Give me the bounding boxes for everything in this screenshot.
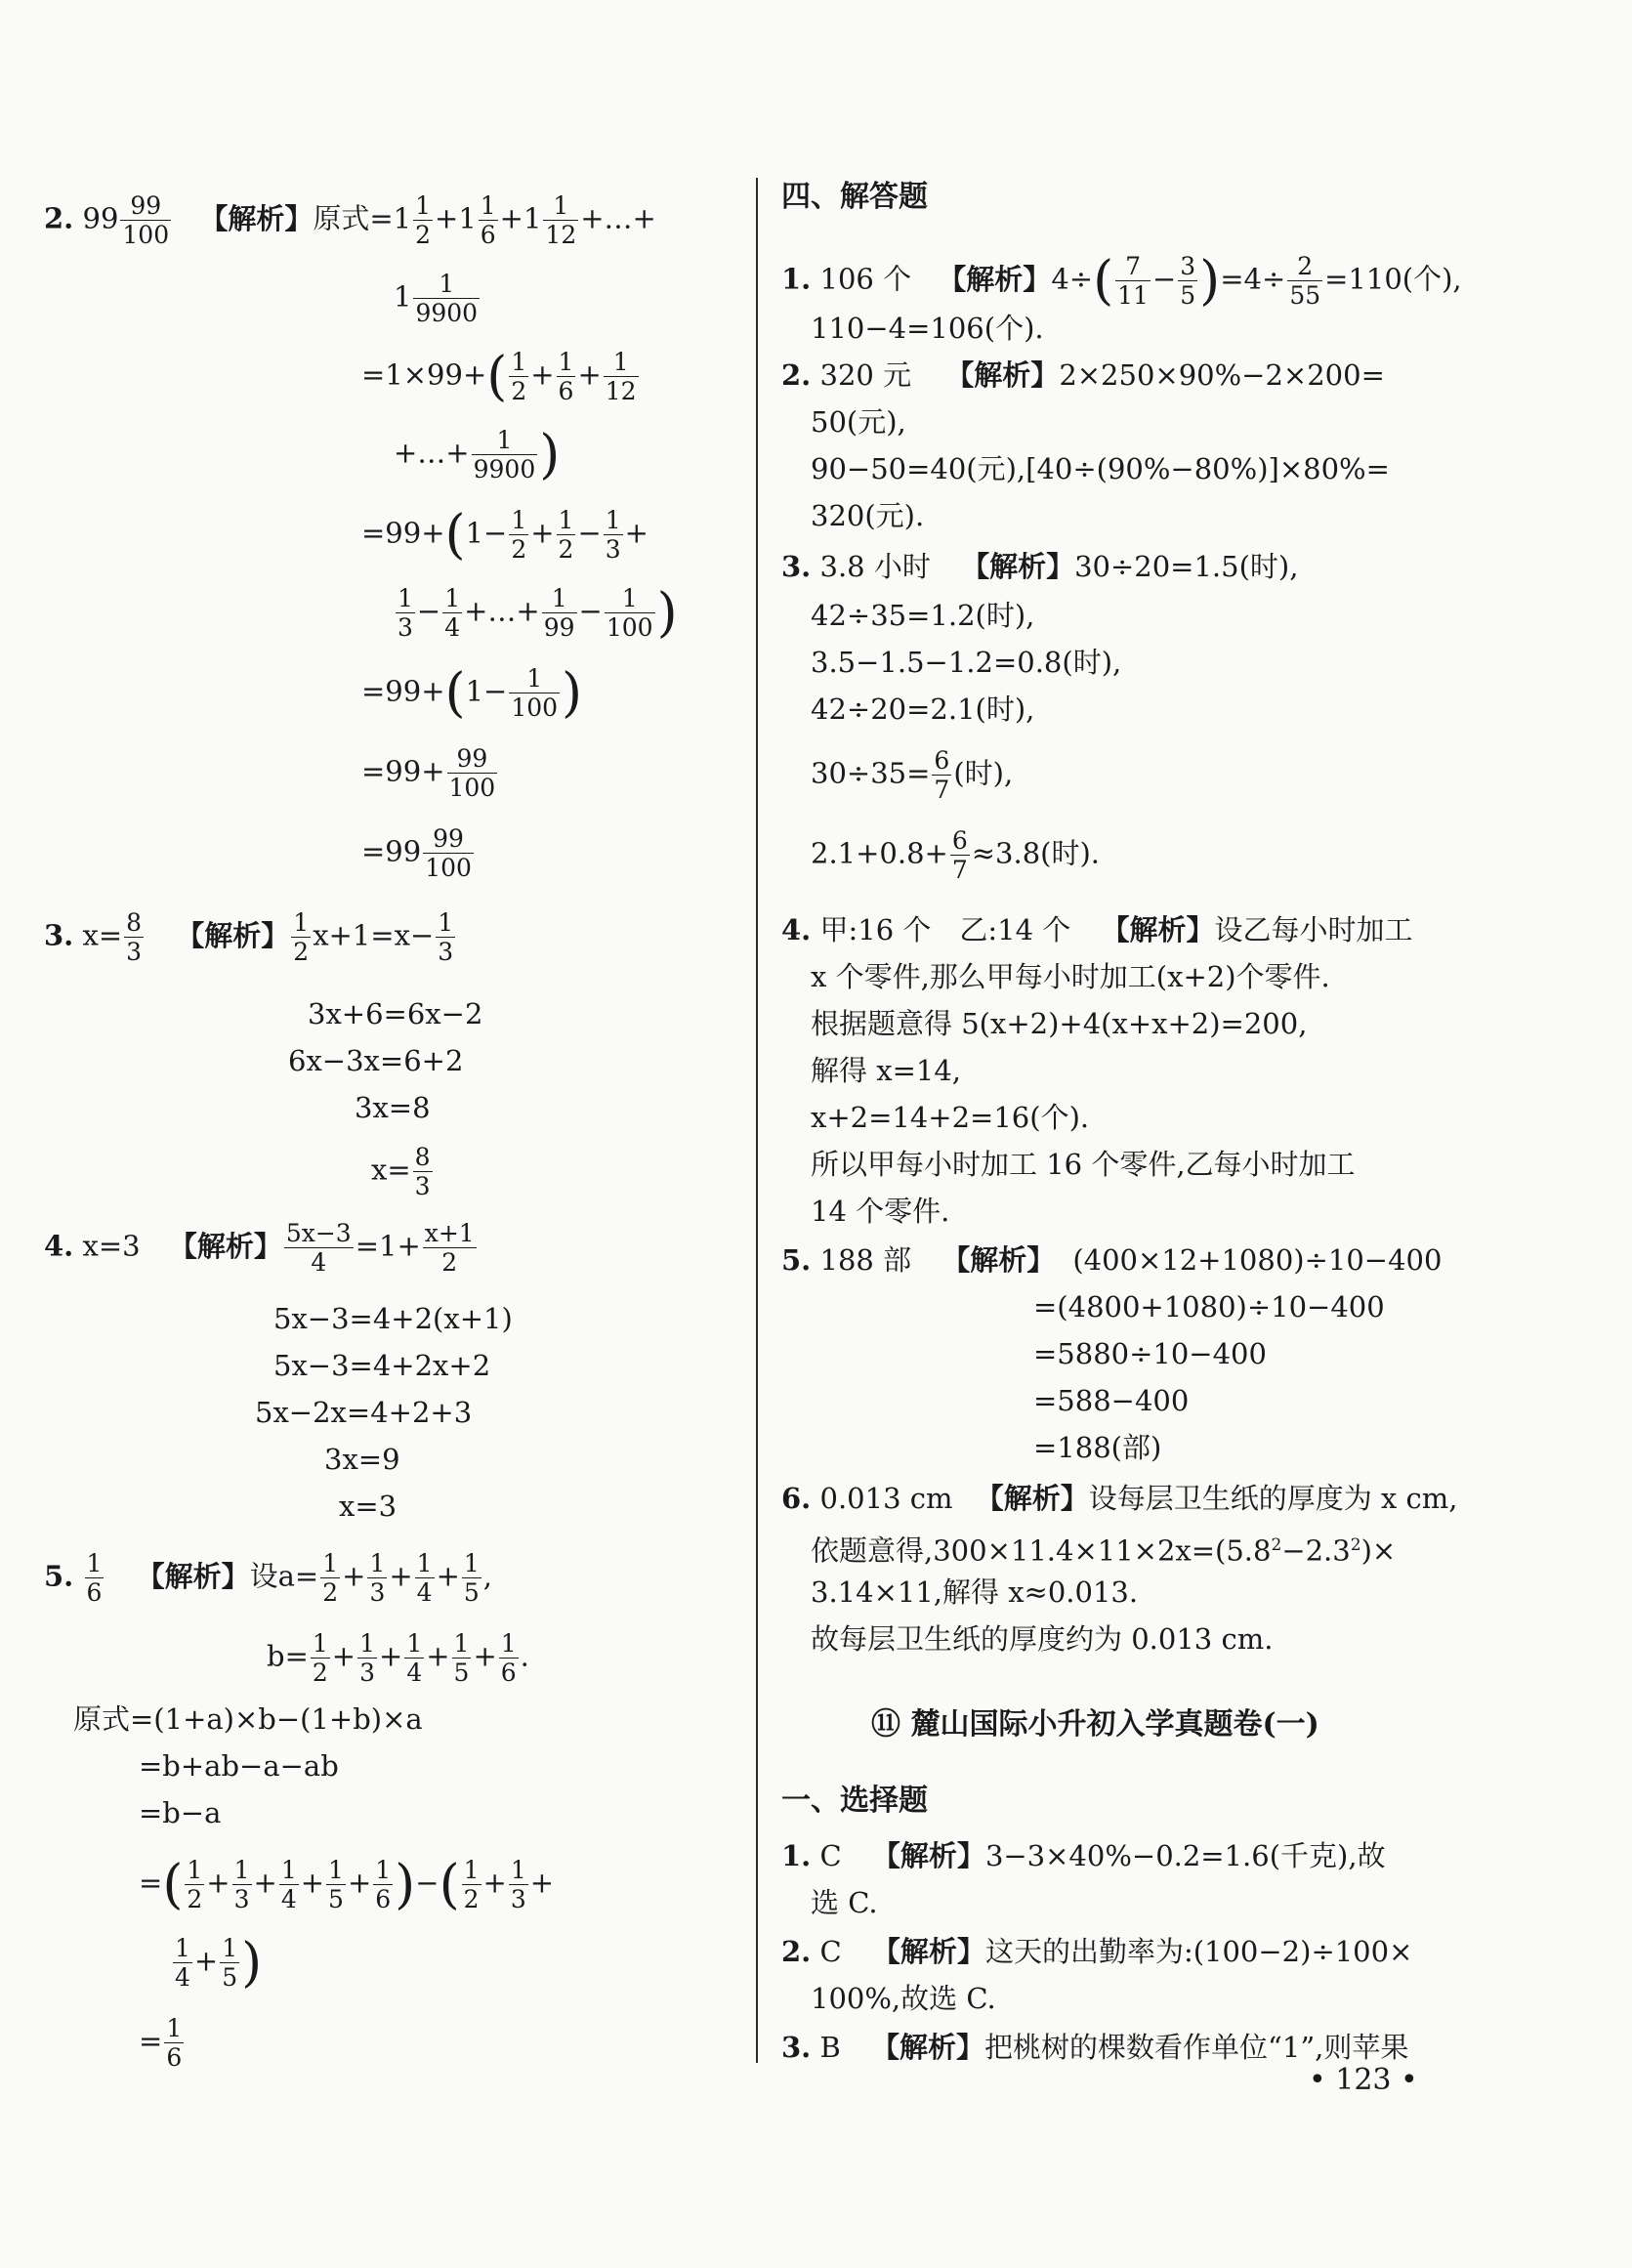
q5-line-8: = $\frac{1}{6}$: [139, 2014, 183, 2072]
r-q4-line-2: x 个零件,那么甲每小时加工(x+2)个零件.: [811, 960, 1330, 993]
section-heading-choice: 一、选择题: [781, 1784, 928, 1818]
r-q2-line-2: 50(元),: [811, 405, 906, 439]
r-q3-line-2: 42÷35=1.2(时),: [811, 599, 1035, 632]
q5-line-1: 5. $\frac{1}{6}$ 【解析】设a= $\frac{1}{2}$ + $\frac{1}{3}$ + $\frac{1}{4}$ + $\frac{1}{5}$ ,: [44, 1549, 493, 1607]
q4-line-1: 4. x=3 【解析】 $\frac{5x-3}{4}$ =1+ $\frac{x+1}{2}$: [44, 1219, 475, 1277]
exam-title: ⑪ 麓山国际小升初入学真题卷(一): [871, 1707, 1319, 1742]
q4-line-2: 5x−3=4+2(x+1): [273, 1302, 513, 1335]
q2-line-4: +…+ $\frac{1}{9900}$ ): [394, 423, 561, 485]
r-c2-line-2: 100%,故选 C.: [811, 1982, 996, 2015]
r-q5-line-4: =588−400: [1033, 1384, 1190, 1417]
r-c3-line-1: 3. B 【解析】把桃树的棵数看作单位“1”,则苹果: [781, 2031, 1409, 2064]
r-q3-line-4: 42÷20=2.1(时),: [811, 693, 1035, 726]
r-c2-line-1: 2. C 【解析】这天的出勤率为:(100−2)÷100×: [781, 1935, 1413, 1968]
r-q3-line-6: 2.1+0.8+ $\frac{6}{7}$ ≈3.8(时).: [811, 826, 1101, 884]
r-q3-line-3: 3.5−1.5−1.2=0.8(时),: [811, 646, 1122, 679]
q2-line-5: =99+(1− $\frac{1}{2}$ + $\frac{1}{2}$ − $\frac{1}{3}$ +: [361, 503, 649, 566]
q5-line-4: =b+ab−a−ab: [139, 1749, 339, 1783]
q2-line-1: 2. 99 $\frac{99}{100}$ 【解析】原式=1 $\frac{1}{2}$ +1 $\frac{1}{6}$ +1 $\frac{1}{12}$ +…+: [44, 191, 656, 249]
q4-line-6: x=3: [339, 1490, 398, 1523]
r-q1-line-1: 1. 106 个 【解析】4÷( $\frac{7}{11}$ − $\frac{3}{5}$ )=4÷ $\frac{2}{55}$ =110(个),: [781, 249, 1462, 312]
r-q6-line-4: 故每层卫生纸的厚度约为 0.013 cm.: [811, 1622, 1274, 1656]
r-q4-line-5: x+2=14+2=16(个).: [811, 1101, 1090, 1134]
q4-line-4: 5x−2x=4+2+3: [255, 1396, 473, 1429]
page-number: • 123 •: [1309, 2063, 1418, 2097]
q3-line-4: 3x=8: [355, 1091, 431, 1124]
section-heading-answers: 四、解答题: [781, 180, 928, 214]
q5-line-7: $\frac{1}{4}$ + $\frac{1}{5}$ ): [175, 1931, 263, 1994]
q5-line-3: 原式=(1+a)×b−(1+b)×a: [73, 1702, 423, 1736]
r-q3-line-5: 30÷35= $\frac{6}{7}$ (时),: [811, 746, 1014, 804]
q2-line-8: =99+ $\frac{99}{100}$: [361, 744, 496, 802]
r-q5-line-5: =188(部): [1033, 1431, 1162, 1464]
r-q4-line-7: 14 个零件.: [811, 1195, 950, 1228]
q3-line-3: 6x−3x=6+2: [288, 1044, 464, 1077]
q2-line-7: =99+(1− $\frac{1}{100}$ ): [361, 661, 583, 724]
r-q6-line-3: 3.14×11,解得 x≈0.013.: [811, 1575, 1139, 1609]
r-q4-line-6: 所以甲每小时加工 16 个零件,乙每小时加工: [811, 1148, 1356, 1181]
q4-line-5: 3x=9: [324, 1443, 400, 1476]
r-c1-line-2: 选 C.: [811, 1886, 878, 1919]
q2-line-9: =99 $\frac{99}{100}$: [361, 824, 472, 882]
r-q6-line-1: 6. 0.013 cm 【解析】设每层卫生纸的厚度为 x cm,: [781, 1482, 1458, 1515]
q5-line-2: b= $\frac{1}{2}$ + $\frac{1}{3}$ + $\frac{1}{4}$ + $\frac{1}{5}$ + $\frac{1}{6}$ .: [267, 1629, 529, 1687]
r-q5-line-2: =(4800+1080)÷10−400: [1033, 1290, 1385, 1323]
r-q2-line-4: 320(元).: [811, 499, 925, 532]
r-q4-line-3: 根据题意得 5(x+2)+4(x+x+2)=200,: [811, 1007, 1308, 1040]
r-q6-line-2: 依题意得$,300\times 11.4\times 11\times 2x=(5.8^2-2.3^2)\times$: [811, 1533, 1397, 1568]
q2-line-6: $\frac{1}{3}$ − $\frac{1}{4}$ +…+ $\frac{1}{99}$ − $\frac{1}{100}$ ): [398, 581, 678, 644]
q4-line-3: 5x−3=4+2x+2: [273, 1349, 491, 1382]
q2-answer-fraction: $\frac{99}{100}$: [122, 191, 170, 249]
r-q1-line-2: 110−4=106(个).: [811, 312, 1044, 345]
q3-line-5: x= $\frac{8}{3}$: [371, 1143, 431, 1200]
q3-line-2: 3x+6=6x−2: [308, 997, 483, 1030]
r-q2-line-1: 2. 320 元 【解析】2×250×90%−2×200=: [781, 358, 1385, 392]
r-c1-line-1: 1. C 【解析】3−3×40%−0.2=1.6(千克),故: [781, 1839, 1386, 1872]
r-q4-line-4: 解得 x=14,: [811, 1054, 961, 1087]
q2-line-3: =1×99+( $\frac{1}{2}$ + $\frac{1}{6}$ + $\frac{1}{12}$: [361, 345, 637, 407]
q2-line-2: 1 $\frac{1}{9900}$: [394, 270, 479, 327]
r-q2-line-3: 90−50=40(元),[40÷(90%−80%)]×80%=: [811, 452, 1390, 485]
r-q4-line-1: 4. 甲:16 个 乙:14 个 【解析】设乙每小时加工: [781, 913, 1413, 946]
q5-line-6: =( $\frac{1}{2}$ + $\frac{1}{3}$ + $\frac{1}{4}$ + $\frac{1}{5}$ + $\frac{1}{6}$ )−( $\frac{1}{2}$ + $\frac{1}{3}$ +: [139, 1853, 555, 1915]
q3-line-1: 3. x= $\frac{8}{3}$ 【解析】 $\frac{1}{2}$ x+1=x− $\frac{1}{3}$: [44, 908, 454, 966]
r-q5-line-1: 5. 188 部 【解析】 (400×12+1080)÷10−400: [781, 1243, 1443, 1277]
r-q3-line-1: 3. 3.8 小时 【解析】30÷20=1.5(时),: [781, 550, 1299, 583]
r-q5-line-3: =5880÷10−400: [1033, 1337, 1267, 1370]
q5-line-5: =b−a: [139, 1796, 222, 1829]
column-divider: [756, 178, 758, 2063]
